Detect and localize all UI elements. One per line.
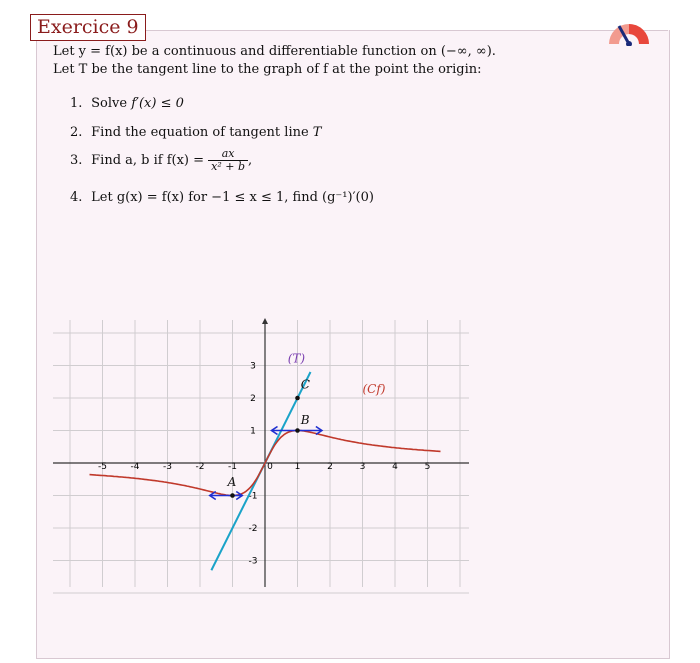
- question-text: Find a, b if f(x) =: [91, 153, 209, 168]
- y-axis-arrow: [262, 318, 268, 324]
- x-tick-label: -4: [130, 462, 140, 472]
- x-tick-label: -2: [195, 462, 205, 472]
- question-3: [70, 148, 252, 173]
- question-number: 1.: [70, 96, 83, 111]
- y-tick-label: -1: [248, 491, 258, 502]
- y-tick-label: 3: [250, 361, 256, 372]
- problem-statement: [53, 43, 496, 79]
- question-text: Solve: [91, 96, 132, 111]
- question-1: [70, 96, 184, 111]
- point-c: [295, 396, 300, 401]
- question-suffix: ,: [248, 153, 253, 168]
- tangent-label: (T): [287, 351, 306, 366]
- intro-line-1: Let y = f(x) be a continuous and differentiable function on (−∞, ∞).: [53, 44, 496, 59]
- y-tick-label: 1: [250, 426, 256, 437]
- x-tick-label: 2: [327, 462, 333, 472]
- question-2: [70, 125, 321, 140]
- point-c-label: C: [300, 377, 310, 392]
- question-math: f′(x) ≤ 0: [131, 96, 184, 111]
- point-b-label: B: [300, 413, 310, 427]
- y-tick-label: -2: [248, 524, 258, 534]
- grid: [53, 320, 469, 593]
- x-tick-label: 4: [392, 462, 398, 472]
- question-math: T: [312, 125, 322, 140]
- x-tick-label: -5: [98, 462, 107, 472]
- point-b: [295, 428, 300, 433]
- y-tick-label: 2: [250, 394, 256, 404]
- y-tick-label: -3: [248, 556, 258, 567]
- point-a-label: A: [227, 474, 237, 489]
- question-4: [70, 190, 374, 205]
- function-graph: [45, 312, 475, 597]
- x-tick-label: 1: [294, 462, 301, 472]
- exercise-title: Exercice 9: [30, 14, 146, 41]
- curve-label: (Cf): [362, 382, 386, 397]
- point-a: [230, 493, 235, 498]
- x-tick-label: 3: [359, 462, 366, 472]
- gauge-icon: [605, 18, 653, 46]
- question-text: Let g(x) = f(x) for −1 ≤ x ≤ 1, find (g⁻¹)′(0): [91, 190, 374, 205]
- question-number: 4.: [70, 190, 83, 205]
- fraction-denominator: x² + b: [211, 160, 246, 173]
- question-text: Find the equation of tangent line: [91, 125, 313, 140]
- x-tick-label: -3: [163, 462, 172, 472]
- question-number: 2.: [70, 125, 83, 140]
- x-tick-label: 0: [267, 462, 273, 472]
- x-tick-label: -1: [228, 462, 237, 472]
- question-number: 3.: [70, 153, 83, 168]
- intro-line-2: Let T be the tangent line to the graph of f at the point the origin:: [53, 62, 482, 77]
- x-tick-label: 5: [424, 462, 431, 472]
- fraction-numerator: ax: [208, 148, 248, 161]
- axes: [53, 318, 469, 587]
- fraction: [208, 148, 248, 173]
